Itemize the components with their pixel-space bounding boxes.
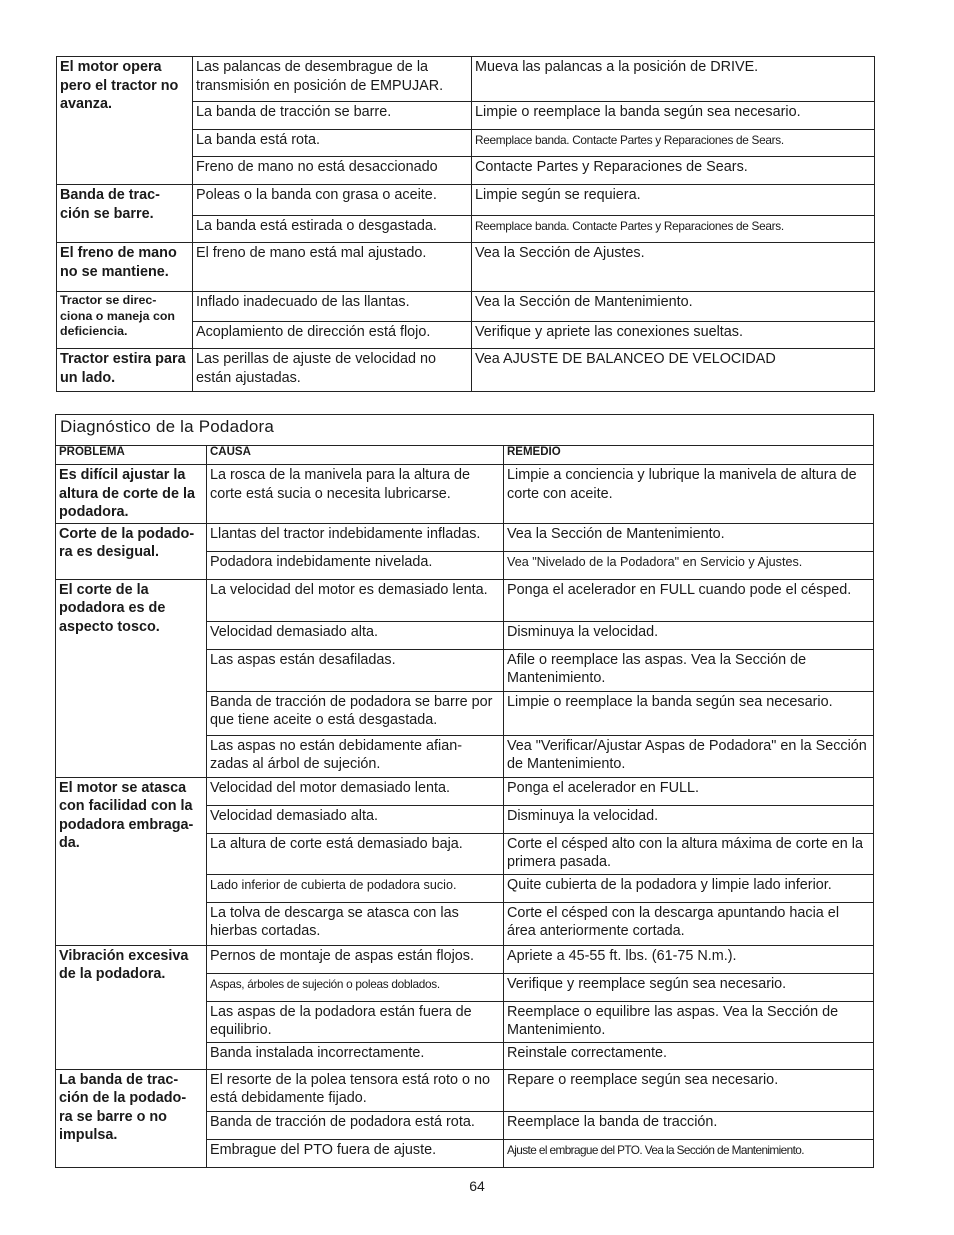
problem-cell: Banda de trac- ción se barre.	[57, 185, 193, 243]
section-title: Diagnóstico de la Podadora	[60, 417, 275, 436]
cause-cell: La rosca de la manivela para la altura de corte está sucia o necesita lubricarse.	[207, 465, 504, 524]
header-problem: PROBLEMA	[56, 446, 207, 465]
remedy-cell: Verifique y apriete las conexiones sueltas.	[472, 322, 875, 349]
remedy-cell: Reemplace banda. Contacte Partes y Reparaciones de Sears.	[472, 130, 875, 157]
table-row	[56, 1069, 874, 1111]
remedy-cell: Contacte Partes y Reparaciones de Sears.	[472, 157, 875, 185]
header-remedy: REMEDIO	[504, 446, 874, 465]
remedy-cell: Limpie o reemplace la banda según sea necesario.	[472, 102, 875, 130]
remedy-cell: Reemplace banda. Contacte Partes y Reparaciones de Sears.	[472, 216, 875, 243]
problem-cell: Tractor se direc- ciona o maneja con deficiencia.	[57, 292, 193, 349]
remedy-cell: Ponga el acelerador en FULL cuando pode el césped.	[504, 579, 874, 621]
cause-cell: Velocidad demasiado alta.	[207, 805, 504, 833]
cause-cell: Freno de mano no está desaccionado	[193, 157, 472, 185]
remedy-cell: Ajuste el embrague del PTO. Vea la Sección de Mantenimiento.	[504, 1139, 874, 1167]
cause-cell: Podadora indebidamente nivelada.	[207, 551, 504, 579]
cause-cell: El freno de mano está mal ajustado.	[193, 243, 472, 292]
cause-cell: Aspas, árboles de sujeción o poleas doblados.	[207, 973, 504, 1001]
cause-cell: Banda instalada incorrectamente.	[207, 1042, 504, 1069]
cause-cell: Las aspas de la podadora están fuera de equilibrio.	[207, 1001, 504, 1042]
cause-cell: La banda está estirada o desgastada.	[193, 216, 472, 243]
remedy-cell: Vea AJUSTE DE BALANCEO DE VELOCIDAD	[472, 349, 875, 392]
remedy-cell: Limpie a conciencia y lubrique la manivela de altura de corte con aceite.	[504, 465, 874, 524]
problem-cell: El motor se atasca con facilidad con la podadora embraga- da.	[56, 777, 207, 945]
header-cause: CAUSA	[207, 446, 504, 465]
cause-cell: Poleas o la banda con grasa o aceite.	[193, 185, 472, 216]
table-row	[57, 243, 875, 292]
cause-cell: Las aspas no están debidamente afian- zadas al árbol de sujeción.	[207, 735, 504, 777]
remedy-cell: Reemplace la banda de tracción.	[504, 1111, 874, 1139]
remedy-cell: Vea "Verificar/Ajustar Aspas de Podadora" en la Sección de Mantenimiento.	[504, 735, 874, 777]
remedy-cell: Vea "Nivelado de la Podadora" en Servicio y Ajustes.	[504, 551, 874, 579]
problem-cell: El freno de mano no se mantiene.	[57, 243, 193, 292]
remedy-cell: Vea la Sección de Mantenimiento.	[504, 523, 874, 551]
problem-cell: Tractor estira para un lado.	[57, 349, 193, 392]
remedy-cell: Ponga el acelerador en FULL.	[504, 777, 874, 805]
table-row	[56, 465, 874, 524]
cause-cell: La banda está rota.	[193, 130, 472, 157]
table-row	[57, 57, 875, 102]
problem-cell: Es difícil ajustar la altura de corte de la podadora.	[56, 465, 207, 524]
cause-cell: Embrague del PTO fuera de ajuste.	[207, 1139, 504, 1167]
table-row	[56, 945, 874, 973]
remedy-cell: Apriete a 45-55 ft. lbs. (61-75 N.m.).	[504, 945, 874, 973]
table-row	[57, 349, 875, 392]
cause-cell: Velocidad del motor demasiado lenta.	[207, 777, 504, 805]
tractor-troubleshooting-table	[56, 56, 875, 392]
remedy-cell: Mueva las palancas a la posición de DRIVE.	[472, 57, 875, 102]
cause-cell: Pernos de montaje de aspas están flojos.	[207, 945, 504, 973]
remedy-cell: Disminuya la velocidad.	[504, 621, 874, 649]
remedy-cell: Vea la Sección de Mantenimiento.	[472, 292, 875, 322]
remedy-cell: Repare o reemplace según sea necesario.	[504, 1069, 874, 1111]
remedy-cell: Vea la Sección de Ajustes.	[472, 243, 875, 292]
table-row	[57, 292, 875, 322]
page-number: 64	[469, 1178, 485, 1194]
remedy-cell: Limpie según se requiera.	[472, 185, 875, 216]
cause-cell: Velocidad demasiado alta.	[207, 621, 504, 649]
remedy-cell: Limpie o reemplace la banda según sea necesario.	[504, 691, 874, 735]
remedy-cell: Afile o reemplace las aspas. Vea la Sección de Mantenimiento.	[504, 649, 874, 691]
mower-troubleshooting-table	[55, 445, 874, 1168]
problem-cell: Corte de la podado- ra es desigual.	[56, 523, 207, 579]
problem-cell: La banda de trac- ción de la podado- ra se barre o no impulsa.	[56, 1069, 207, 1167]
problem-cell: Vibración excesiva de la podadora.	[56, 945, 207, 1069]
cause-cell: Lado inferior de cubierta de podadora sucio.	[207, 874, 504, 902]
cause-cell: La tolva de descarga se atasca con las hierbas cortadas.	[207, 902, 504, 945]
header-row	[56, 446, 874, 465]
table-row	[57, 185, 875, 216]
cause-cell: Banda de tracción de podadora se barre por que tiene aceite o está desgastada.	[207, 691, 504, 735]
table-row	[56, 777, 874, 805]
cause-cell: Banda de tracción de podadora está rota.	[207, 1111, 504, 1139]
remedy-cell: Quite cubierta de la podadora y limpie lado inferior.	[504, 874, 874, 902]
cause-cell: Inflado inadecuado de las llantas.	[193, 292, 472, 322]
problem-cell: El motor opera pero el tractor no avanza.	[57, 57, 193, 185]
cause-cell: La banda de tracción se barre.	[193, 102, 472, 130]
problem-cell: El corte de la podadora es de aspecto tosco.	[56, 579, 207, 777]
cause-cell: El resorte de la polea tensora está roto o no está debidamente fijado.	[207, 1069, 504, 1111]
remedy-cell: Corte el césped con la descarga apuntando hacia el área anteriormente cortada.	[504, 902, 874, 945]
cause-cell: Las perillas de ajuste de velocidad no están ajustadas.	[193, 349, 472, 392]
cause-cell: Llantas del tractor indebidamente infladas.	[207, 523, 504, 551]
table-row	[56, 523, 874, 551]
cause-cell: Las palancas de desembrague de la transmisión en posición de EMPUJAR.	[193, 57, 472, 102]
cause-cell: La altura de corte está demasiado baja.	[207, 833, 504, 874]
remedy-cell: Reemplace o equilibre las aspas. Vea la Sección de Mantenimiento.	[504, 1001, 874, 1042]
remedy-cell: Corte el césped alto con la altura máxima de corte en la primera pasada.	[504, 833, 874, 874]
remedy-cell: Disminuya la velocidad.	[504, 805, 874, 833]
cause-cell: Las aspas están desafiladas.	[207, 649, 504, 691]
remedy-cell: Reinstale correctamente.	[504, 1042, 874, 1069]
remedy-cell: Verifique y reemplace según sea necesario.	[504, 973, 874, 1001]
cause-cell: Acoplamiento de dirección está flojo.	[193, 322, 472, 349]
cause-cell: La velocidad del motor es demasiado lenta.	[207, 579, 504, 621]
table-row	[56, 579, 874, 621]
